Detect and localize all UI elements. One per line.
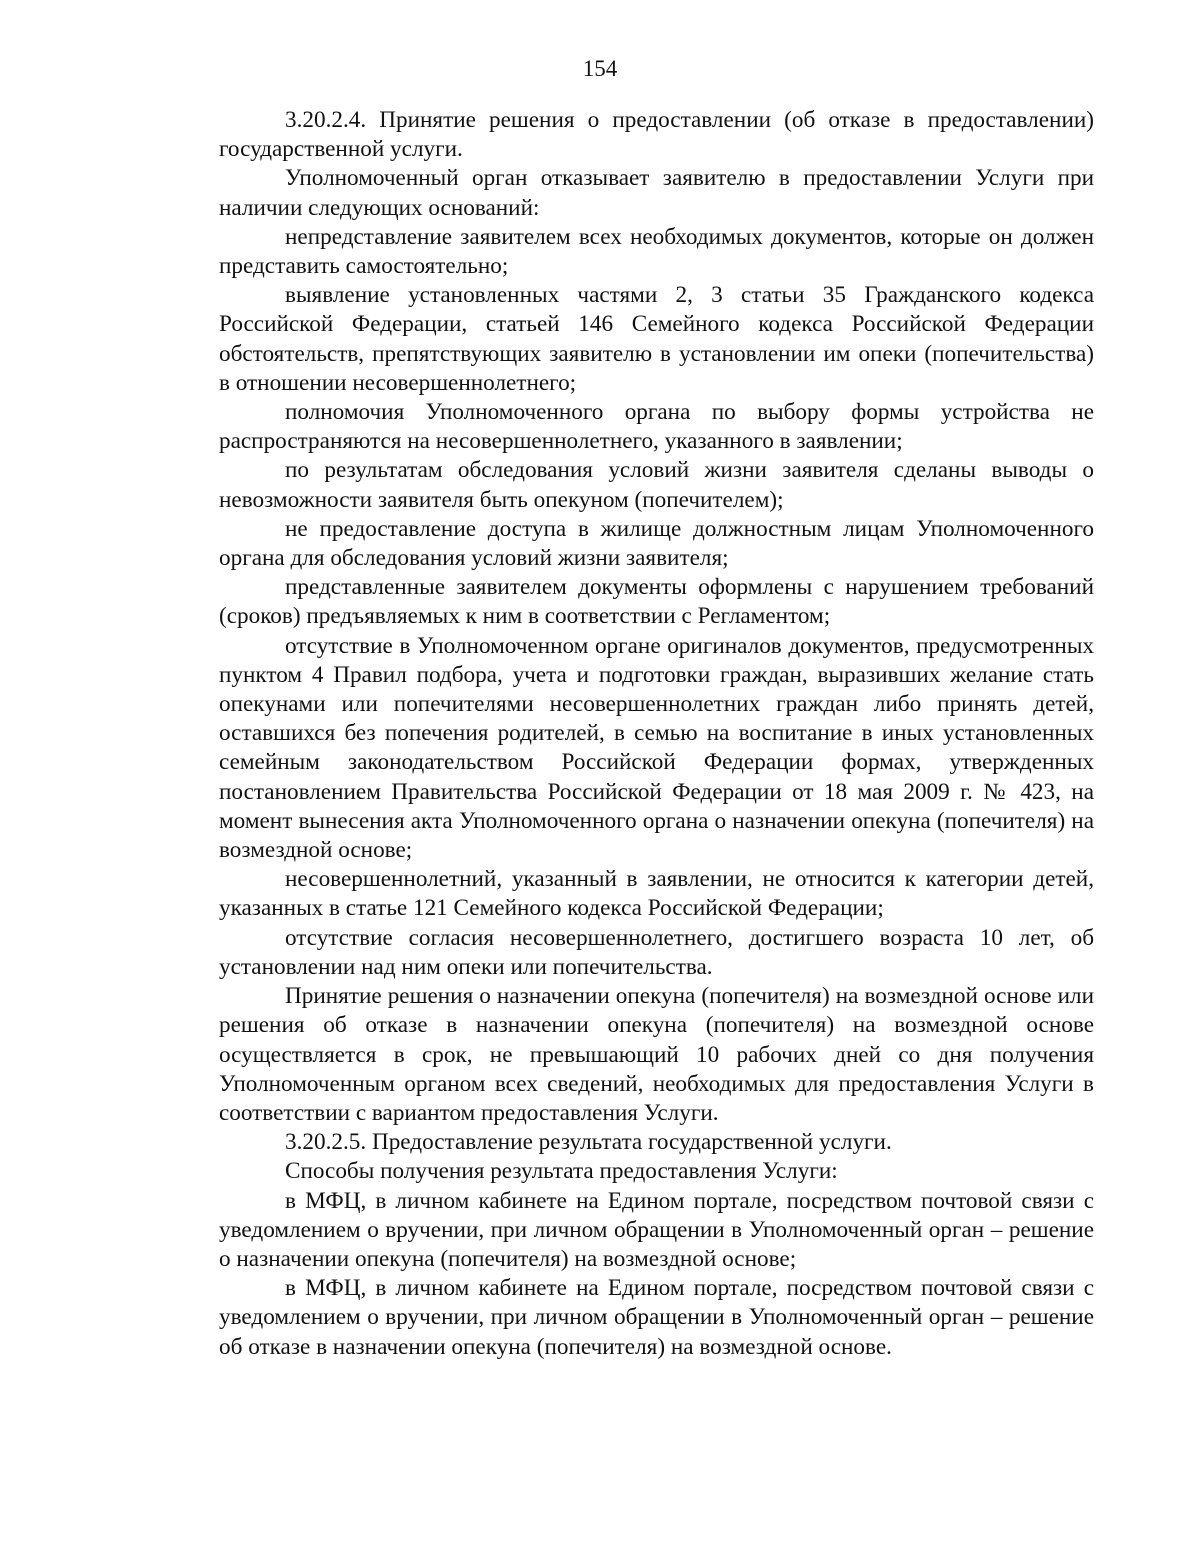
paragraph-ground-4: по результатам обследования условий жизни заявителя сделаны выводы о невозможности заявителя быть опекуном (попечителем); (219, 457, 1094, 513)
paragraph-ground-7: отсутствие в Уполномоченном органе оригиналов документов, предусмотренных пунктом 4 Правил подбора, учета и подготовки граждан, выразивших желание стать опекунами или попечителями несовершеннолетних граждан либо принять детей, оставшихся без попечения родителей, в семью на воспитание в иных установленных семейным законодательством Российской Федерации формах, утвержденных постановлением Правительства Российской Федерации от 18 мая 2009 г. № 423, на момент вынесения акта Уполномоченного органа о назначении опекуна (попечителя) на возмездной основе; (219, 632, 1094, 864)
page-number: 154 (582, 56, 618, 81)
document-body (219, 106, 1094, 1362)
paragraph-decision-term: Принятие решения о назначении опекуна (попечителя) на возмездной основе или решения об отказе в назначении опекуна (попечителя) на возмездной основе осуществляется в срок, не превышающий 10 рабочих дней со дня получения Уполномоченным органом всех сведений, необходимых для предоставления Услуги в соответствии с вариантом предоставления Услуги. (219, 983, 1094, 1126)
paragraph-ground-3: полномочия Уполномоченного органа по выбору формы устройства не распространяются на несовершеннолетнего, указанного в заявлении; (219, 399, 1094, 455)
paragraph-ground-5: не предоставление доступа в жилище должностным лицам Уполномоченного органа для обследования условий жизни заявителя; (219, 515, 1094, 572)
paragraph-ground-9: отсутствие согласия несовершеннолетнего, достигшего возраста 10 лет, об установлении над ним опеки или попечительства. (219, 924, 1094, 980)
paragraph-refusal-intro: Уполномоченный орган отказывает заявителю в предоставлении Услуги при наличии следующих оснований: (219, 165, 1094, 221)
paragraph-result-method-1: в МФЦ, в личном кабинете на Едином портале, посредством почтовой связи с уведомлением о вручении, при личном обращении в Уполномоченный орган – решение о назначении опекуна (попечителя) на возмездной основе; (219, 1187, 1094, 1272)
paragraph-ground-6: представленные заявителем документы оформлены с нарушением требований (сроков) предъявляемых к ним в соответствии с Регламентом; (219, 574, 1094, 630)
paragraph-section-3-20-2-4: 3.20.2.4. Принятие решения о предоставлении (об отказе в предоставлении) государственной услуги. (219, 107, 1094, 163)
paragraph-section-3-20-2-5: 3.20.2.5. Предоставление результата государственной услуги. (285, 1129, 892, 1156)
paragraph-result-methods: Способы получения результата предоставления Услуги: (285, 1158, 838, 1185)
paragraph-result-method-2: в МФЦ, в личном кабинете на Едином портале, посредством почтовой связи с уведомлением о вручении, при личном обращении в Уполномоченный орган – решение об отказе в назначении опекуна (попечителя) на возмездной основе. (219, 1275, 1094, 1360)
paragraph-ground-2: выявление установленных частями 2, 3 статьи 35 Гражданского кодекса Российской Федерации, статьей 146 Семейного кодекса Российской Федерации обстоятельств, препятствующих заявителю в установлении им опеки (попечительства) в отношении несовершеннолетнего; (219, 282, 1094, 396)
paragraph-ground-1: непредставление заявителем всех необходимых документов, которые он должен представить самостоятельно; (219, 223, 1094, 280)
paragraph-ground-8: несовершеннолетний, указанный в заявлении, не относится к категории детей, указанных в статье 121 Семейного кодекса Российской Федерации; (219, 866, 1094, 922)
